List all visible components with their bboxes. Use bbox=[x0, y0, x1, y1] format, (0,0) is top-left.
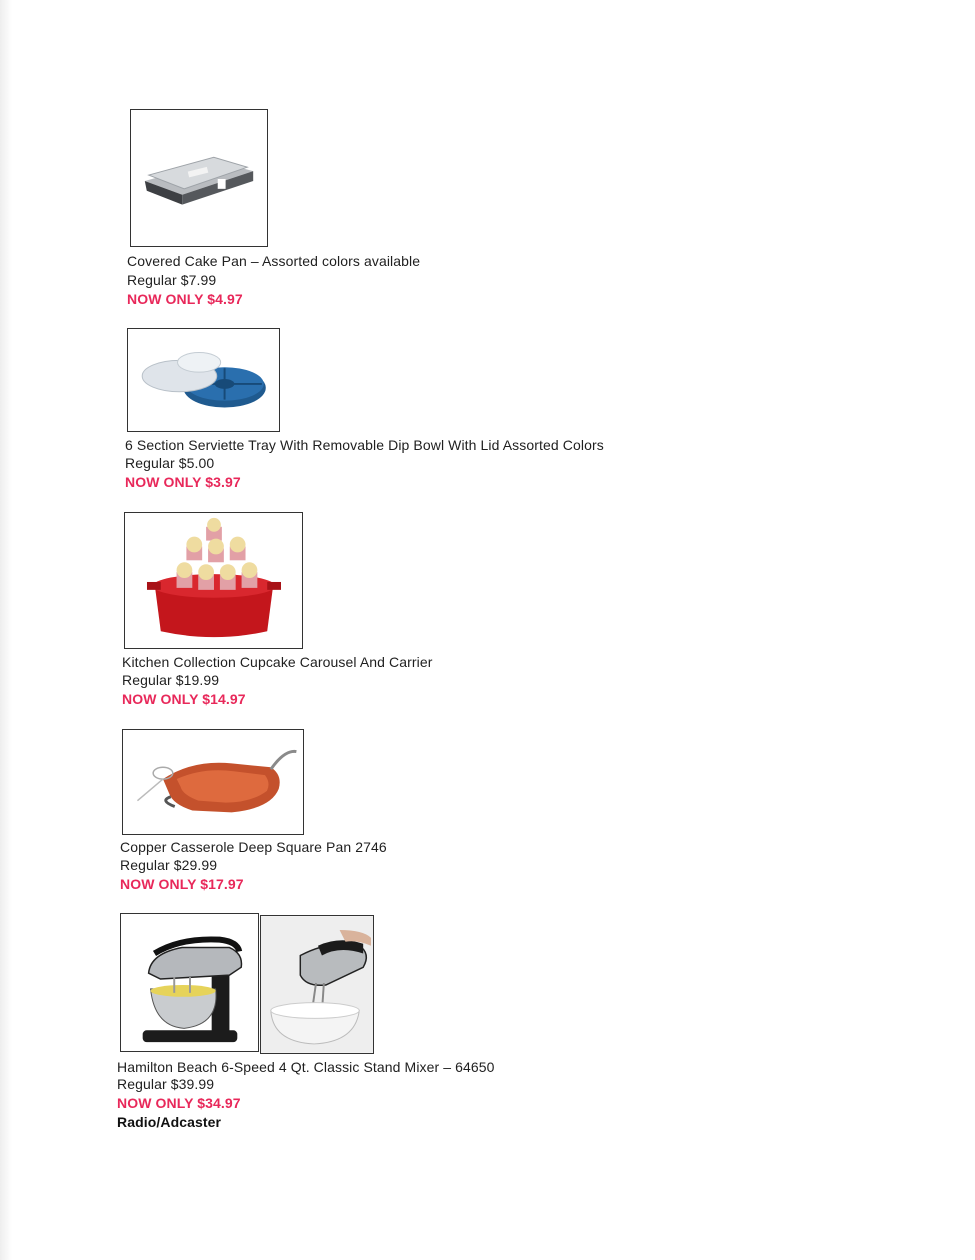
product-image-serviette-tray bbox=[127, 328, 280, 432]
regular-price: Regular $39.99 bbox=[117, 1076, 215, 1092]
scan-edge-shadow bbox=[0, 0, 12, 1260]
footer-credit: Radio/Adcaster bbox=[117, 1114, 222, 1130]
product-name: Kitchen Collection Cupcake Carousel And Carrier bbox=[122, 654, 433, 670]
product-image-cupcake-carousel bbox=[124, 512, 303, 649]
regular-price: Regular $19.99 bbox=[122, 672, 220, 688]
product-image-copper-pan bbox=[122, 729, 304, 835]
sale-price: NOW ONLY $17.97 bbox=[120, 876, 244, 892]
sale-price: NOW ONLY $4.97 bbox=[127, 291, 243, 307]
sale-price: NOW ONLY $3.97 bbox=[125, 474, 241, 490]
product-name: Copper Casserole Deep Square Pan 2746 bbox=[120, 839, 387, 855]
product-image-hand-mixer bbox=[260, 915, 374, 1054]
product-name: Hamilton Beach 6-Speed 4 Qt. Classic Stand Mixer – 64650 bbox=[117, 1059, 495, 1075]
sale-price: NOW ONLY $14.97 bbox=[122, 691, 246, 707]
regular-price: Regular $29.99 bbox=[120, 857, 218, 873]
regular-price: Regular $5.00 bbox=[125, 455, 215, 471]
product-name: Covered Cake Pan – Assorted colors available bbox=[127, 253, 421, 269]
product-image-stand-mixer bbox=[120, 913, 259, 1052]
regular-price: Regular $7.99 bbox=[127, 272, 217, 288]
product-name: 6 Section Serviette Tray With Removable Dip Bowl With Lid Assorted Colors bbox=[125, 437, 604, 453]
product-image-covered-cake-pan bbox=[130, 109, 268, 247]
sale-price: NOW ONLY $34.97 bbox=[117, 1095, 241, 1111]
